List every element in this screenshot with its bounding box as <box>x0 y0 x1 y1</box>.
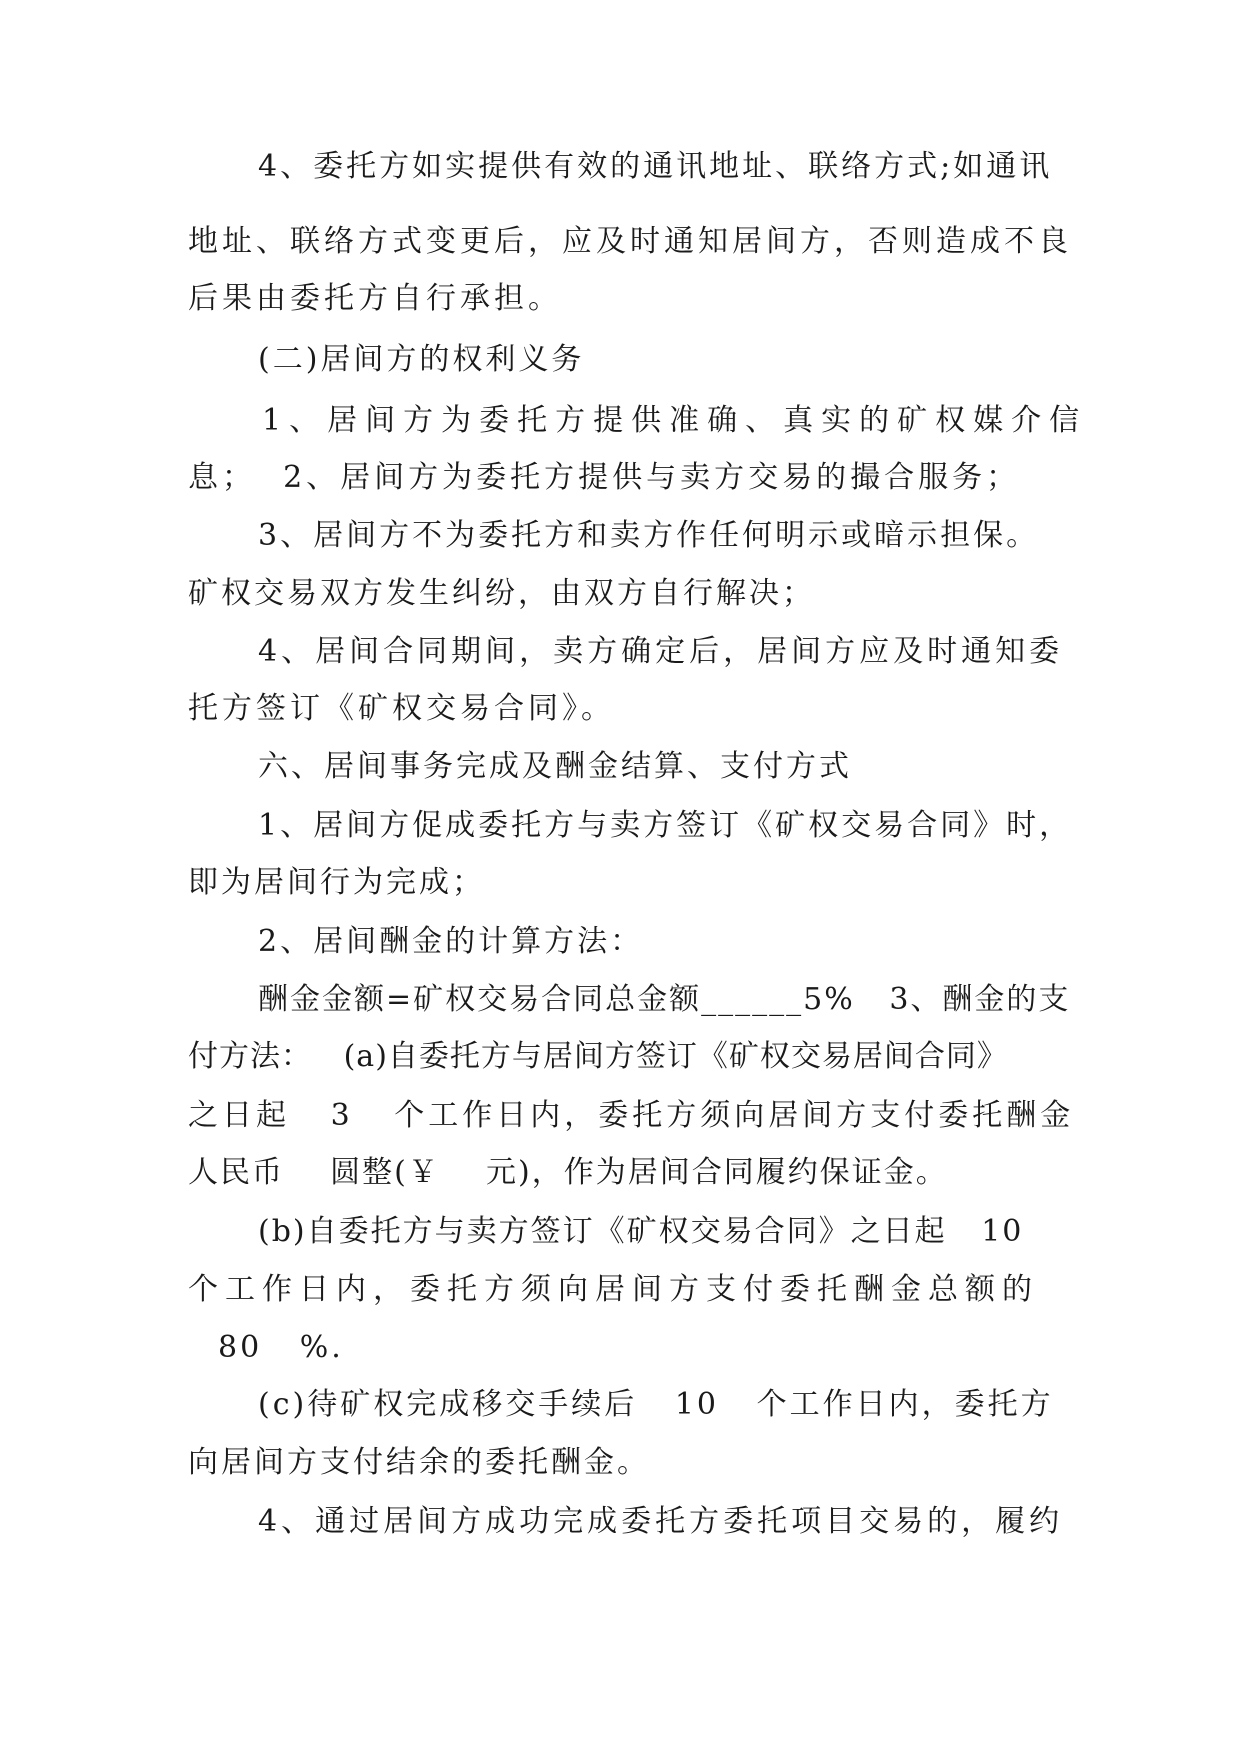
text-line: 1、居间方促成委托方与卖方签订《矿权交易合同》时， <box>258 808 1073 843</box>
text-line: 地址、联络方式变更后，应及时通知居间方，否则造成不良 <box>188 224 1072 259</box>
text-line: 4、委托方如实提供有效的通讯地址、联络方式;如通讯 <box>258 149 1053 184</box>
text-line: 托方签订《矿权交易合同》。 <box>188 691 615 726</box>
text-line: 4、通过居间方成功完成委托方委托项目交易的，履约 <box>258 1504 1064 1539</box>
section-heading: 六、居间事务完成及酬金结算、支付方式 <box>258 749 852 784</box>
text-line: 2、居间酬金的计算方法： <box>258 924 644 959</box>
text-line: 矿权交易双方发生纠纷，由双方自行解决； <box>188 576 815 611</box>
text-line: 息； 2、居间方为委托方提供与卖方交易的撮合服务； <box>188 460 1021 495</box>
text-line: 后果由委托方自行承担。 <box>188 281 562 316</box>
text-line: 向居间方支付结余的委托酬金。 <box>188 1445 650 1480</box>
text-line: 1、居间方为委托方提供准确、真实的矿权媒介信 <box>262 403 1088 438</box>
section-heading: (二)居间方的权利义务 <box>258 342 585 377</box>
text-line: 个工作日内，委托方须向居间方支付委托酬金总额的 <box>188 1272 1039 1307</box>
text-line: 酬金金额=矿权交易合同总金额______5% 3、酬金的支 <box>258 982 1071 1017</box>
text-line: 人民币 圆整(￥ 元)，作为居间合同履约保证金。 <box>188 1155 948 1190</box>
text-line: 之日起 3 个工作日内，委托方须向居间方支付委托酬金 <box>188 1098 1075 1133</box>
text-line: 80 %. <box>218 1330 344 1365</box>
text-line: 付方法： (a)自委托方与居间方签订《矿权交易居间合同》 <box>188 1039 1008 1074</box>
text-line: 3、居间方不为委托方和卖方作任何明示或暗示担保。 <box>258 518 1040 553</box>
text-line: 4、居间合同期间，卖方确定后，居间方应及时通知委 <box>258 634 1064 669</box>
text-line: 即为居间行为完成； <box>188 865 485 900</box>
text-line: (c)待矿权完成移交手续后 10 个工作日内，委托方 <box>258 1387 1054 1422</box>
text-line: (b)自委托方与卖方签订《矿权交易合同》之日起 10 <box>258 1214 1024 1249</box>
